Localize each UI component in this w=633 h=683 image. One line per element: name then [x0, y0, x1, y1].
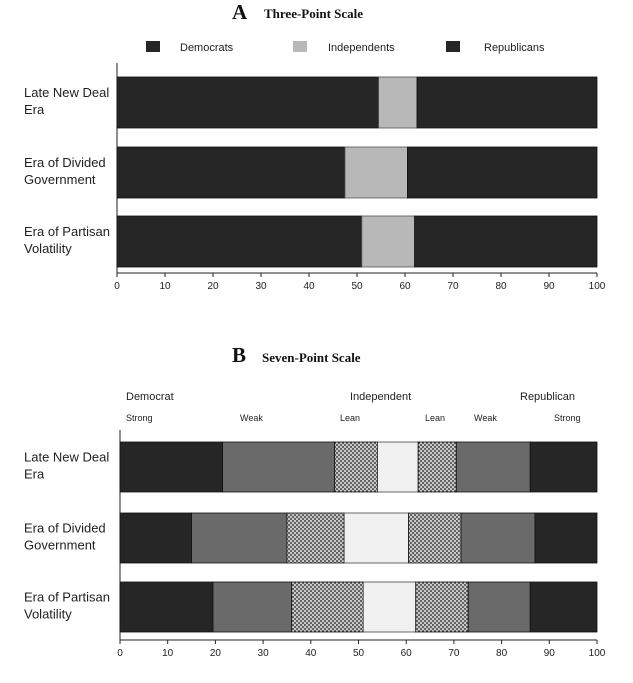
x-tick-label: 0	[114, 281, 120, 292]
x-tick-label: 80	[496, 648, 508, 659]
bar-segment-independent	[363, 582, 415, 632]
category-label: Volatility	[24, 606, 72, 622]
x-tick-label: 90	[543, 281, 555, 292]
bar-segment-democrats	[117, 147, 345, 198]
x-tick-label: 20	[209, 648, 221, 659]
bar-segment-strong-democrat	[120, 582, 213, 632]
x-tick-label: 40	[303, 281, 315, 292]
bar-segment-republicans	[415, 216, 597, 267]
panel-a-title: Three-Point Scale	[264, 6, 364, 21]
x-tick-label: 30	[255, 281, 267, 292]
legend-swatch-independents	[293, 41, 307, 52]
category-label: Era	[24, 466, 45, 482]
category-label: Late New Deal	[24, 85, 110, 100]
category-label: Era	[24, 102, 45, 117]
x-tick-label: 100	[588, 648, 606, 659]
bar-segment-republicans	[417, 77, 597, 128]
category-label: Era of Partisan	[24, 224, 110, 239]
legend-label-republicans: Republicans	[484, 42, 545, 54]
x-tick-label: 70	[448, 648, 460, 659]
category-label: Late New Deal	[24, 449, 110, 465]
bar-segment-weak-republican	[468, 582, 530, 632]
scale-group-republican: Republican	[520, 391, 576, 403]
bar-segment-weak-republican	[456, 442, 530, 492]
legend-label-independents: Independents	[328, 42, 395, 54]
legend-swatch-republicans	[446, 41, 460, 52]
x-tick-label: 60	[400, 648, 412, 659]
bar-segment-lean-democrat	[287, 513, 344, 563]
x-tick-label: 60	[399, 281, 411, 292]
bar-segment-republicans	[407, 147, 597, 198]
bar-segment-lean-republican	[409, 513, 461, 563]
category-label: Volatility	[24, 241, 72, 256]
x-tick-label: 70	[447, 281, 459, 292]
bar-segment-strong-democrat	[120, 513, 192, 563]
x-tick-label: 30	[257, 648, 269, 659]
bar-segment-weak-democrat	[192, 513, 287, 563]
category-label: Era of Partisan	[24, 589, 110, 605]
bar-segment-weak-democrat	[213, 582, 292, 632]
scale-sub-lean-dem: Lean	[340, 413, 361, 423]
bar-segment-democrats	[117, 77, 379, 128]
category-label: Era of Divided	[24, 155, 106, 170]
x-tick-label: 10	[162, 648, 174, 659]
scale-group-independent: Independent	[350, 391, 412, 403]
bar-segment-strong-republican	[530, 582, 597, 632]
bar-segment-lean-democrat	[292, 582, 364, 632]
legend-label-democrats: Democrats	[180, 42, 234, 54]
bar-segment-lean-republican	[418, 442, 456, 492]
scale-sub-weak-rep: Weak	[474, 413, 497, 423]
x-tick-label: 90	[543, 648, 555, 659]
legend-swatch-democrats	[146, 41, 160, 52]
category-label: Era of Divided	[24, 520, 106, 536]
bar-segment-lean-republican	[416, 582, 468, 632]
panel-a-plot	[24, 63, 606, 292]
panel-a-letter: A	[232, 0, 248, 24]
bar-segment-lean-democrat	[335, 442, 378, 492]
category-label: Government	[24, 172, 96, 187]
scale-sub-strong-dem: Strong	[126, 413, 153, 423]
bar-segment-independents	[362, 216, 415, 267]
x-tick-label: 100	[588, 281, 606, 292]
category-label: Government	[24, 537, 96, 553]
x-tick-label: 80	[495, 281, 507, 292]
bar-segment-independents	[379, 77, 417, 128]
panel-b-title: Seven-Point Scale	[262, 350, 361, 365]
bar-segment-independents	[345, 147, 407, 198]
x-tick-label: 0	[117, 648, 123, 659]
x-tick-label: 40	[305, 648, 317, 659]
bar-segment-independent	[378, 442, 419, 492]
bar-segment-strong-democrat	[120, 442, 223, 492]
bar-segment-democrats	[117, 216, 362, 267]
scale-sub-weak-dem: Weak	[240, 413, 263, 423]
panel-b-scale-labels	[126, 391, 581, 423]
panel-b-letter: B	[232, 343, 247, 367]
x-tick-label: 20	[207, 281, 219, 292]
bar-segment-independent	[344, 513, 408, 563]
panel-b-plot	[24, 430, 606, 659]
x-tick-label: 50	[352, 648, 365, 659]
bar-segment-weak-democrat	[223, 442, 335, 492]
bar-segment-weak-republican	[461, 513, 535, 563]
scale-sub-lean-rep: Lean	[425, 413, 446, 423]
panel-a-legend	[146, 41, 545, 54]
scale-group-democrat: Democrat	[126, 391, 174, 403]
x-tick-label: 10	[159, 281, 171, 292]
x-tick-label: 50	[351, 281, 363, 292]
scale-sub-strong-rep: Strong	[554, 413, 581, 423]
bar-segment-strong-republican	[535, 513, 597, 563]
bar-segment-strong-republican	[530, 442, 597, 492]
